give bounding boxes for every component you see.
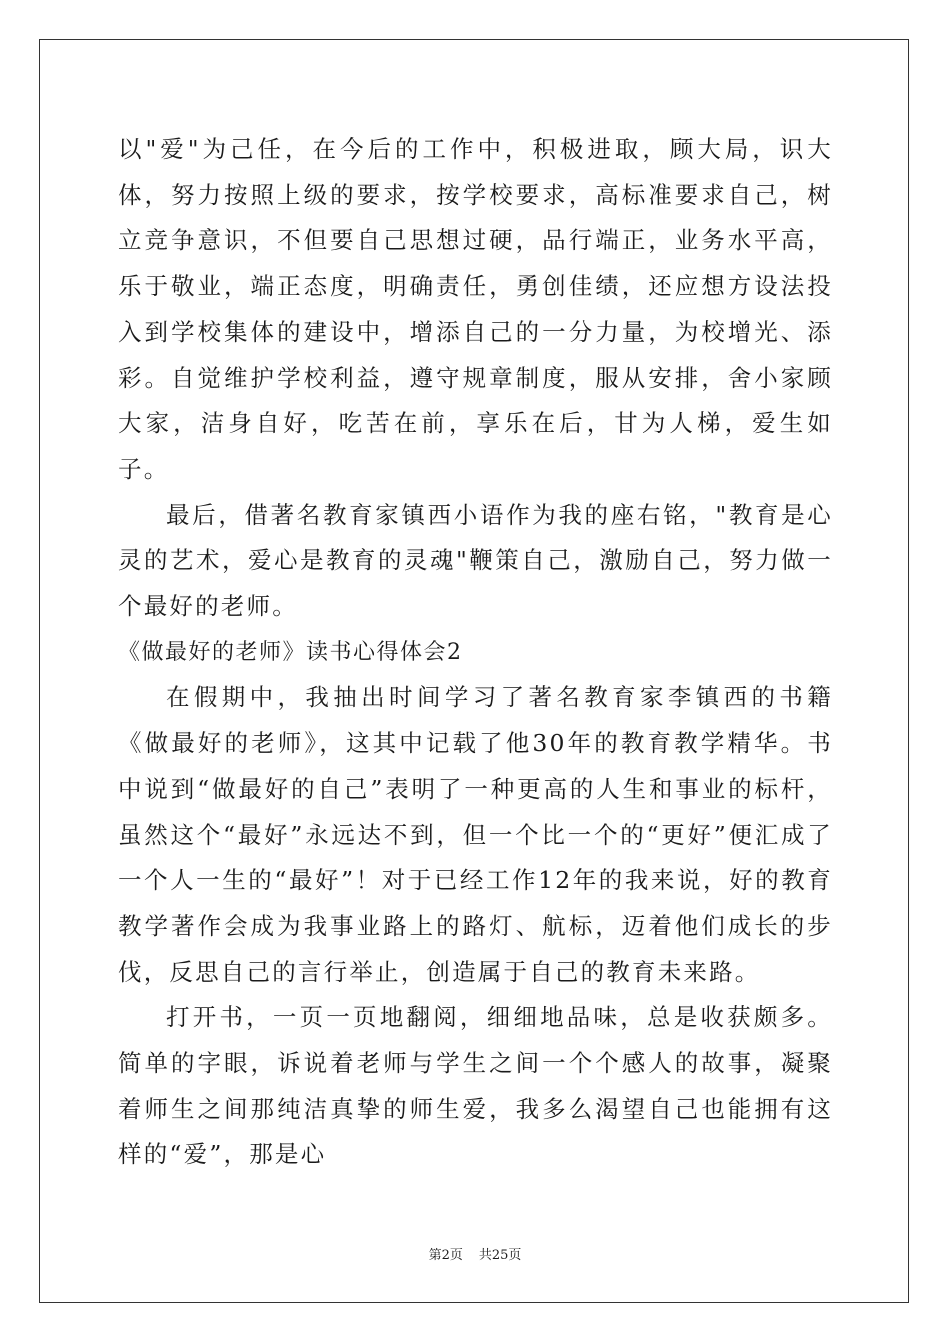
document-body <box>118 127 833 1178</box>
page-total: 共25页 <box>478 1248 522 1263</box>
paragraph-3: 在假期中，我抽出时间学习了著名教育家李镇西的书籍《做最好的老师》，这其中记载了他30年的教育教学精华。书中说到“做最好的自己”表明了一种更高的人生和事业的标杆，虽然这个“最好”永远达不到，但一个比一个的“更好”便汇成了一个人一生的“最好”！对于已经工作12年的我来说，好的教育教学著作会成为我事业路上的路灯、航标，迈着他们成长的步伐，反思自己的言行举止，创造属于自己的教育未来路。 <box>118 683 833 986</box>
paragraph-4: 打开书，一页一页地翻阅，细细地品味，总是收获颇多。简单的字眼，诉说着老师与学生之间一个个感人的故事，凝聚着师生之间那纯洁真挚的师生爱，我多么渴望自己也能拥有这样的“爱”，那是心 <box>118 1003 833 1169</box>
paragraph-1: 以"爱"为己任，在今后的工作中，积极进取，顾大局，识大体，努力按照上级的要求，按学校要求，高标准要求自己，树立竞争意识，不但要自己思想过硬，品行端正，业务水平高，乐于敬业，端正态度，明确责任，勇创佳绩，还应想方设法投入到学校集体的建设中，增添自己的一分力量，为校增光、添彩。自觉维护学校利益，遵守规章制度，服从安排，舍小家顾大家，洁身自好，吃苦在前，享乐在后，甘为人梯，爱生如子。 <box>118 135 833 483</box>
paragraph-2: 最后，借著名教育家镇西小语作为我的座右铭，"教育是心灵的艺术，爱心是教育的灵魂"鞭策自己，激励自己，努力做一个最好的老师。 <box>118 500 833 621</box>
page-footer <box>0 1247 950 1265</box>
page-number: 第2页 <box>428 1248 463 1263</box>
section-title: 《做最好的老师》读书心得体会2 <box>118 639 463 665</box>
